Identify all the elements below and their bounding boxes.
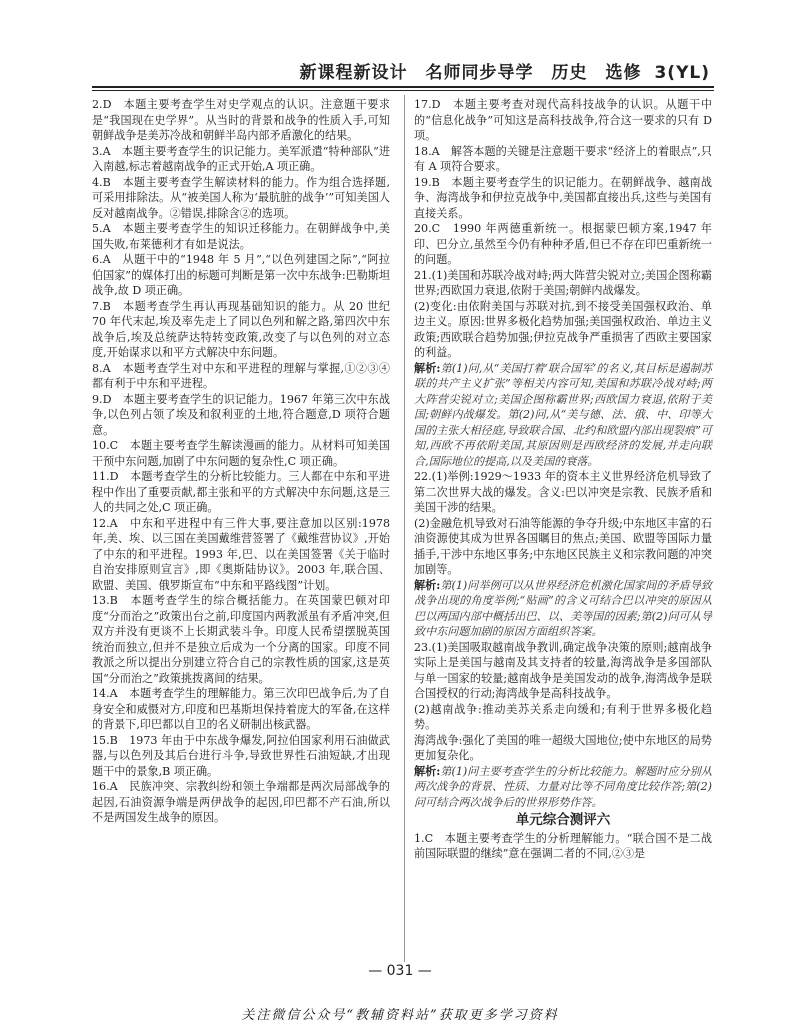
answer-q12: 12.A 中东和平进程中有三件大事,要注意加以区别:1978 年,美、埃、以三国在美国戴维营签署了《戴维营协议》,开始了中东的和平进程。1993 年,巴、以在美国签署《关于临时自治安排原则宣言》,即《奥斯陆协议》。2003 年,联合国、欧盟、美国、俄罗斯宣布“中东和平路线图”计划。 [92, 516, 390, 592]
answer-q14: 14.A 本题考查学生的理解能力。第三次印巴战争后,为了自身安全和威慑对方,印度和巴基斯坦保持着庞大的军备,在这样的背景下,印巴都以自卫的名义研制出核武器。 [92, 687, 390, 731]
analysis-label: 解析: [414, 361, 441, 375]
answer-q8: 8.A 本题考查学生对中东和平进程的理解与掌握,①②③④都有利于中东和平进程。 [92, 361, 390, 390]
footer-note: 关注微信公众号“教辅资料站”获取更多学习资料 [241, 1008, 559, 1023]
answer-q9: 9.D 本题主要考查学生的识记能力。1967 年第三次中东战争,以色列占领了埃及和叙利亚的土地,符合题意,D 项符合题意。 [92, 392, 390, 437]
analysis-text: 第(1)问主要考查学生的分析比较能力。解题时应分别从两次战争的背景、性质、力量对比等不同角度比较作答;第(2)问可结合两次战争后的世界形势作答。 [414, 764, 712, 809]
answer-q23 [414, 640, 712, 811]
answer-q6: 6.A 从题干中的“1948 年 5 月”,“以色列建国之际”,“阿拉伯国家”的媒体打出的标题可判断是第一次中东战争:巴勒斯坦战争,故 D 项正确。 [92, 253, 390, 297]
left-column [92, 97, 390, 826]
page-header: 新课程新设计 名师同步导学 历史 选修 3(YL) [299, 63, 710, 83]
answer-q21-analysis [414, 361, 712, 470]
answer-q15: 15.B 1973 年由于中东战争爆发,阿拉伯国家利用石油做武器,与以色列及其后台进行斗争,导致世界性石油短缺,才出现题干中的景象,B 项正确。 [92, 733, 390, 778]
analysis-label: 解析: [414, 578, 441, 592]
answer-q10: 10.C 本题主要考查学生解读漫画的能力。从材料可知美国干预中东问题,加剧了中东问题的复杂性,C 项正确。 [92, 439, 390, 468]
page-number: — 031 — [368, 963, 432, 979]
analysis-label: 解析: [414, 764, 441, 778]
answer-q16: 16.A 民族冲突、宗教纠纷和领土争端都是两次局部战争的起因,石油资源争端是两伊战争的起因,印巴都不产石油,所以不是两国发生战争的原因。 [92, 780, 390, 824]
answer-q17: 17.D 本题主要考查对现代高科技战争的认识。从题干中的“信息化战争”可知这是高科技战争,符合这一要求的只有 D 项。 [414, 98, 712, 142]
header-rule [92, 86, 714, 88]
column-divider [404, 95, 405, 962]
answer-q19: 19.B 本题主要考查学生的识记能力。在朝鲜战争、越南战争、海湾战争和伊拉克战争中,美国都直接出兵,这些与美国有直接关系。 [414, 175, 712, 220]
right-column [414, 97, 712, 862]
answer-q21 [414, 268, 712, 470]
header-rule-thin [92, 90, 714, 91]
answer-q22-analysis [414, 578, 712, 640]
answer-q2: 2.D 本题主要考查学生对史学观点的认识。注意题干要求是“我国现在史学界”。从当时的背景和战争的性质入手,可知朝鲜战争是美苏冷战和朝鲜半岛内部矛盾激化的结果。 [92, 98, 390, 142]
answer-q21-part1: 21.(1)美国和苏联冷战对峙;两大阵营尖锐对立;美国企图称霸世界;西欧国力衰退,依附于美国;朝鲜内战爆发。 [414, 268, 712, 297]
answer-q23-part2: (2)越南战争:推动美苏关系走向缓和;有利于世界多极化趋势。 [414, 702, 712, 731]
answer-q7: 7.B 本题考查学生再认再现基础知识的能力。从 20 世纪 70 年代末起,埃及率先走上了同以色列和解之路,第四次中东战争后,埃及总统萨达特转变政策,改变了与以色列的对立态度,开始谋求以和平方式解决中东问题。 [92, 299, 390, 359]
answer-q3: 3.A 本题主要考查学生的识记能力。美军派遣“特种部队”进入南越,标志着越南战争的正式开始,A 项正确。 [92, 144, 390, 173]
answer-q23-part1: 23.(1)美国吸取越南战争教训,确定战争决策的原则;越南战争实际上是美国与越南及其支持者的较量,海湾战争是多国部队与单一国家的较量;越南战争是美国发动的战争,海湾战争是联合国授权的行动;海湾战争是高科技战争。 [414, 640, 712, 700]
analysis-text: 第(1)问,从“美国打着‘联合国军’的名义,其目标是遏制苏联的共产主义扩张”等相关内容可知,美国和苏联冷战对峙;两大阵营尖锐对立;美国企图称霸世界;西欧国力衰退,依附于美国;朝鲜内战爆发。第(2)问,从“美与德、法、俄、中、印等大国的主张大相径庭,导致联合国、北约和欧盟内部出现裂痕”可知,西欧不再依附美国,其原因则是西欧经济的发展,并走向联合,国际地位的提高,以及美国的衰落。 [414, 361, 712, 468]
answer-q22-part1: 22.(1)举例:1929～1933 年的资本主义世界经济危机导致了第二次世界大战的爆发。含义:巴以冲突是宗教、民族矛盾和美国干涉的结果。 [414, 470, 712, 514]
section-answer-q1: 1.C 本题主要考查学生的分析理解能力。“联合国不是二战前国际联盟的继续”意在强调二者的不同,②③是 [414, 831, 712, 860]
answer-q5: 5.A 本题主要考查学生的知识迁移能力。在朝鲜战争中,美国失败,布莱德利才有如是说法。 [92, 222, 390, 251]
answer-q20: 20.C 1990 年两德重新统一。根据蒙巴顿方案,1947 年印、巴分立,虽然至今仍有种种矛盾,但已不存在印巴重新统一的问题。 [414, 222, 712, 266]
answer-q11: 11.D 本题考查学生的分析比较能力。三人都在中东和平进程中作出了重要贡献,都主张和平的方式解决中东问题,这是三人的共同之处,C 项正确。 [92, 470, 390, 514]
answer-q13: 13.B 本题考查学生的综合概括能力。在英国蒙巴顿对印度“分而治之”政策出台之前,印度国内两教派虽有矛盾冲突,但双方并没有更谈不上长期武装斗争。印度人民希望摆脱英国统治而独立,但并不是独立后成为一个分离的国家。印度不同教派之所以提出分别建立符合自己的宗教性质的国家,这是英国“分而治之”政策挑拨离间的结果。 [92, 594, 390, 685]
answer-q22-part2: (2)金融危机导致对石油等能源的争夺升级;中东地区丰富的石油资源使其成为世界各国瞩目的焦点;美国、欧盟等国际力量插手,干涉中东地区事务;中东地区民族主义和宗教问题的冲突加剧等。 [414, 516, 712, 576]
answer-q18: 18.A 解答本题的关键是注意题干要求“经济上的着眼点”,只有 A 项符合要求。 [414, 144, 712, 173]
section-title: 单元综合测评六 [515, 812, 611, 828]
answer-q23-analysis [414, 764, 712, 811]
answer-q22 [414, 469, 712, 640]
analysis-text: 第(1)问举例可以从世界经济危机激化国家间的矛盾导致战争出现的角度举例;“贴画”的含义可结合巴以冲突的原因从巴以两国内部中概括出巴、以、美等国的因素;第(2)问可从导致中东问题加剧的原因方面组织答案。 [414, 578, 712, 638]
answer-q23-part3: 海湾战争:强化了美国的唯一超级大国地位;使中东地区的局势更加复杂化。 [414, 733, 712, 762]
answer-q4: 4.B 本题主要考查学生解读材料的能力。作为组合选择题,可采用排除法。从“被美国人称为‘最肮脏的战争’”可知美国人反对越南战争。②错误,排除含②的选项。 [92, 175, 390, 220]
answer-q21-part2: (2)变化:由依附美国与苏联对抗,到不接受美国强权政治、单边主义。原因:世界多极化趋势加强;美国强权政治、单边主义政策;西欧联合趋势加强;伊拉克战争严重损害了西欧主要国家的利益。 [414, 299, 712, 359]
